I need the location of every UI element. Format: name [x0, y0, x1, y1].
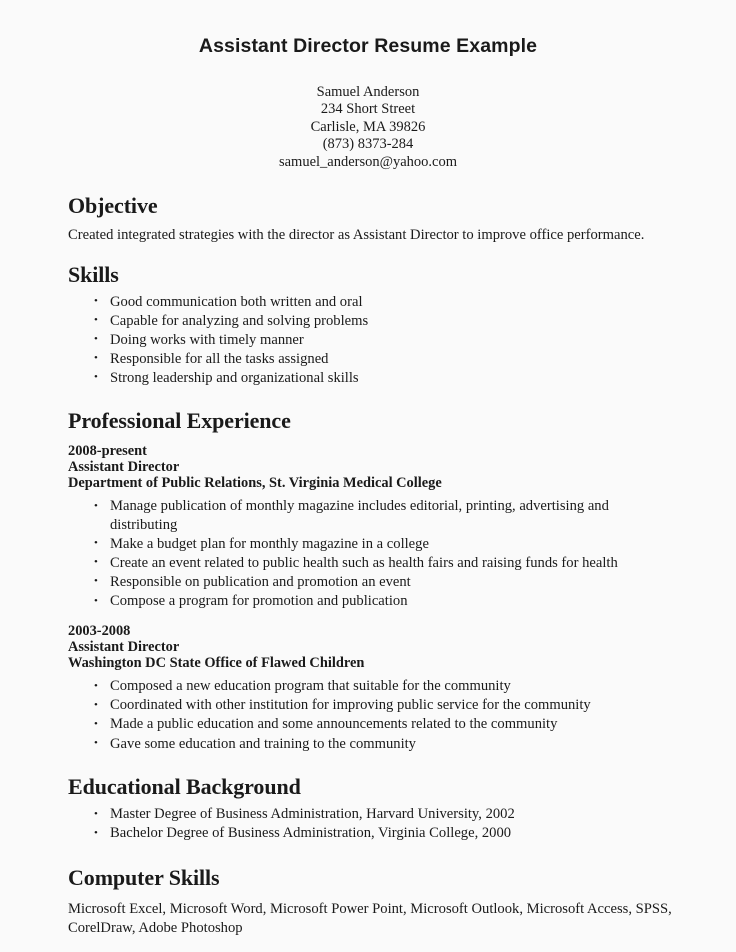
list-item: • Capable for analyzing and solving problems [68, 312, 676, 331]
job-employer: Washington DC State Office of Flawed Children [68, 655, 365, 672]
list-item: • Gave some education and training to the community [68, 735, 676, 754]
list-item: • Bachelor Degree of Business Administration, Virginia College, 2000 [68, 824, 676, 843]
section-heading-skills: Skills [68, 261, 119, 287]
skills-list [68, 293, 676, 388]
job-responsibilities-list [68, 677, 676, 753]
contact-name: Samuel Anderson [316, 84, 420, 100]
list-item: • Responsible on publication and promotion an event [68, 573, 676, 592]
objective-text: Created integrated strategies with the director as Assistant Director to improve office performance. [68, 227, 645, 244]
contact-email: samuel_anderson@yahoo.com [278, 153, 458, 170]
experience-entry [68, 623, 676, 753]
job-employer: Department of Public Relations, St. Virginia Medical College [68, 474, 442, 491]
contact-block [0, 84, 736, 171]
list-item: • Coordinated with other institution for improving public service for the community [68, 696, 676, 715]
section-heading-computer-skills: Computer Skills [68, 864, 220, 890]
job-dates: 2003-2008 [68, 622, 131, 639]
list-item: • Doing works with timely manner [68, 331, 676, 350]
job-dates: 2008-present [68, 442, 147, 459]
list-item: • Composed a new education program that suitable for the community [68, 677, 676, 696]
section-heading-education: Educational Background [68, 774, 301, 800]
section-experience [0, 408, 736, 754]
section-heading-objective: Objective [68, 193, 158, 219]
section-objective [0, 193, 736, 245]
list-item: • Create an event related to public health such as health fairs and raising funds for health [68, 554, 676, 573]
job-role: Assistant Director [68, 458, 180, 475]
section-heading-experience: Professional Experience [68, 407, 291, 433]
contact-phone: (873) 8373-284 [322, 136, 414, 153]
list-item: • Made a public education and some announcements related to the community [68, 715, 676, 734]
list-item: • Make a budget plan for monthly magazine in a college [68, 535, 676, 554]
list-item: • Compose a program for promotion and publication [68, 592, 676, 611]
section-education [0, 774, 736, 843]
contact-street: 234 Short Street [320, 101, 416, 118]
job-role: Assistant Director [68, 638, 180, 655]
computer-skills-text: Microsoft Excel, Microsoft Word, Microsoft Power Point, Microsoft Outlook, Microsoft Access, SPSS, CorelDraw, Adobe Photoshop [68, 900, 672, 936]
list-item: • Manage publication of monthly magazine includes editorial, printing, advertising and distributing [68, 497, 676, 534]
education-list [68, 805, 676, 843]
list-item: • Responsible for all the tasks assigned [68, 350, 676, 369]
experience-entry [68, 443, 676, 611]
page-title: Assistant Director Resume Example [198, 35, 538, 57]
job-responsibilities-list [68, 497, 676, 611]
section-computer-skills [0, 865, 736, 938]
section-skills [0, 262, 736, 388]
list-item: • Good communication both written and oral [68, 293, 676, 312]
contact-city-state-zip: Carlisle, MA 39826 [310, 118, 426, 135]
list-item: • Master Degree of Business Administration, Harvard University, 2002 [68, 805, 676, 824]
list-item: • Strong leadership and organizational skills [68, 369, 676, 388]
